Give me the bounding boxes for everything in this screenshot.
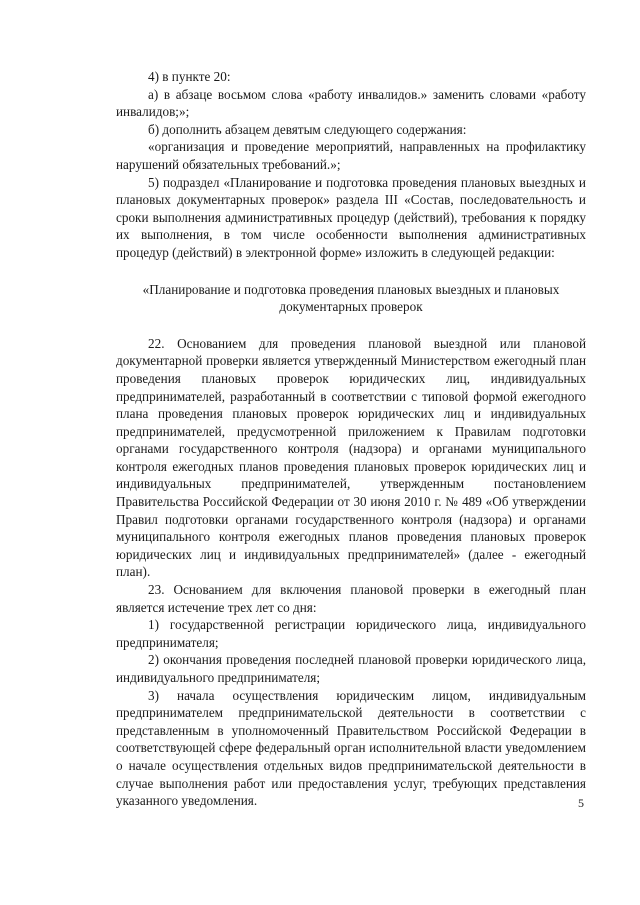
- paragraph-quote-organization: «организация и проведение мероприятий, направленных на профилактику нарушений обязательных требований.»;: [116, 139, 586, 172]
- paragraph-subitem-a: а) в абзаце восьмом слова «работу инвалидов.» заменить словами «работу инвалидов;»;: [116, 86, 586, 120]
- document-body: [116, 68, 586, 810]
- page-number: 5: [578, 796, 584, 810]
- paragraph-23-item-1: 1) государственной регистрации юридического лица, индивидуального предпринимателя;: [116, 617, 586, 650]
- paragraph-23-item-3: 3) начала осуществления юридическим лицом, индивидуальным предпринимателем предпринимательской деятельности в соответствии с представленным в уполномоченный Правительством Российской Федерации в соответствующей сфере федеральный орган исполнительной власти уведомлением о начале осуществления отдельных видов предпринимательской деятельности в случае выполнения работ или предоставления услуг, требующих представления указанного уведомления.: [116, 687, 586, 809]
- section-heading: «Планирование и подготовка проведения плановых выездных и плановых документарных проверок: [142, 281, 560, 315]
- paragraph-23-item-2: 2) окончания проведения последней плановой проверки юридического лица, индивидуального предпринимателя;: [116, 652, 586, 685]
- paragraph-22: 22. Основанием для проведения плановой выездной или плановой документарной проверки является утвержденный Министерством ежегодный план проведения плановых проверок юридических лиц, индивидуальных предпринимателей, разработанный в соответствии с типовой формой ежегодного плана проведения плановых проверок юридических лиц и индивидуальных предпринимателей, предусмотренной приложением к Правилам подготовки органами государственного контроля (надзора) и органами муниципального контроля ежегодных планов проведения плановых проверок юридических лиц и индивидуальных предпринимателей, утвержденным постановлением Правительства Российской Федерации от 30 июня 2010 г. № 489 «Об утверждении Правил подготовки органами государственного контроля (надзора) и органами муниципального контроля ежегодных планов проведения плановых проверок юридических лиц и индивидуальных предпринимателей» (далее - ежегодный план).: [116, 335, 586, 580]
- paragraph-subitem-b: б) дополнить абзацем девятым следующего содержания:: [148, 121, 467, 137]
- paragraph-23: 23. Основанием для включения плановой проверки в ежегодный план является истечение трех лет со дня:: [116, 582, 586, 615]
- paragraph-item-5: 5) подраздел «Планирование и подготовка проведения плановых выездных и плановых документарных проверок» раздела III «Состав, последовательность и сроки выполнения административных процедур (действий), требования к порядку их выполнения, в том числе особенности выполнения административных процедур (действий) в электронной форме» изложить в следующей редакции:: [116, 174, 586, 260]
- section-gap: [116, 316, 586, 335]
- paragraph-item-4: 4) в пункте 20:: [148, 69, 231, 84]
